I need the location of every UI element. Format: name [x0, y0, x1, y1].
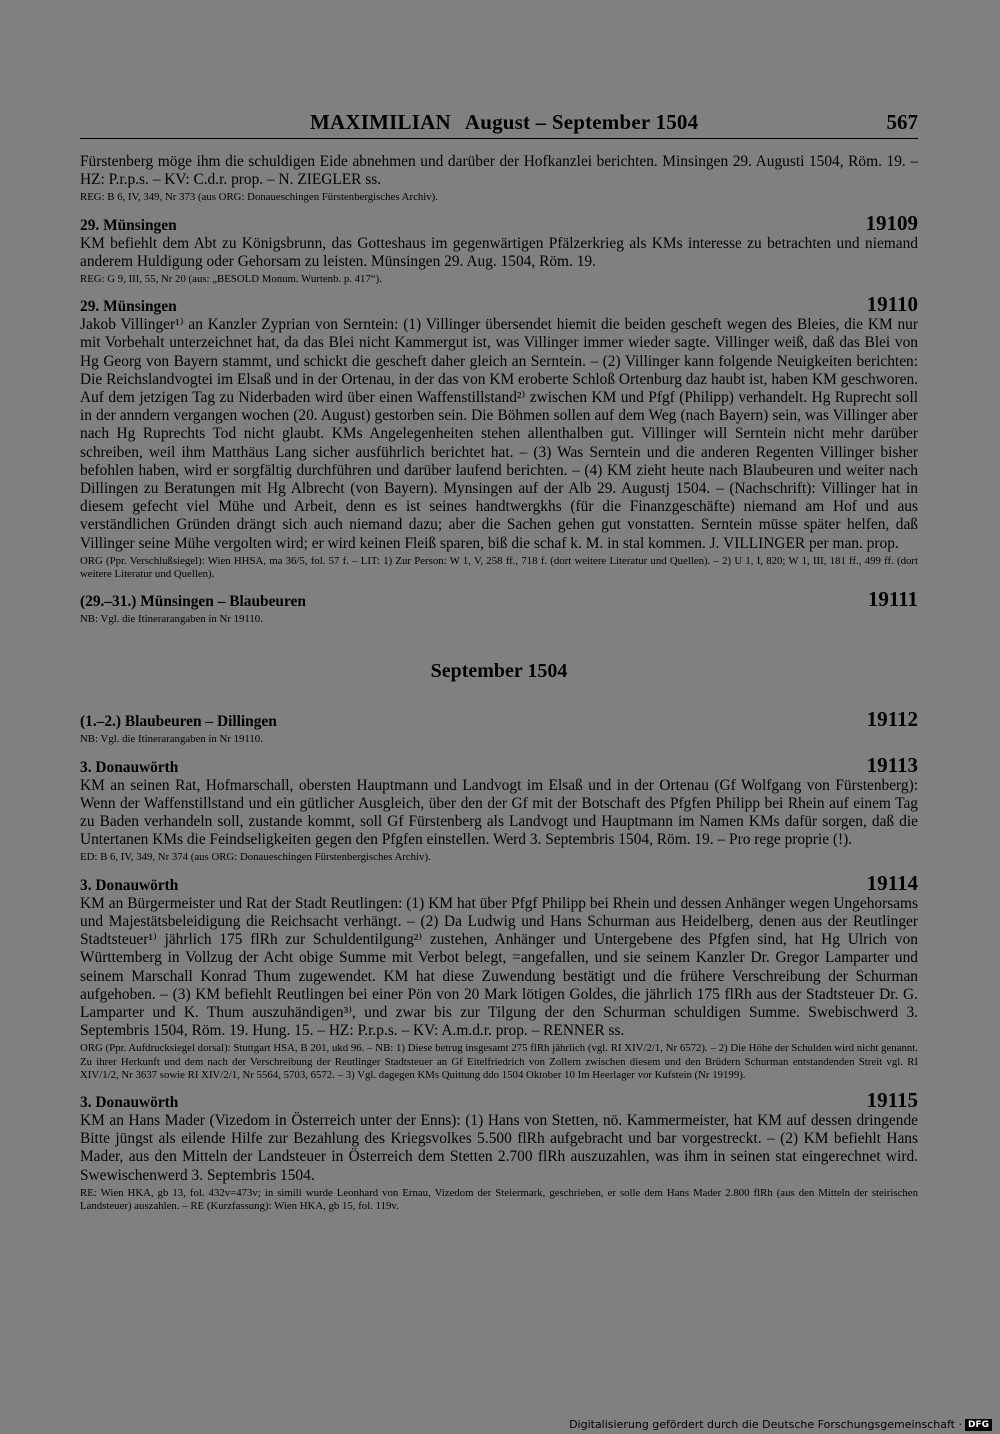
entry-number: 19113 [866, 752, 918, 777]
regest-entry [80, 589, 918, 626]
entry-text: Jakob Villinger¹⁾ an Kanzler Zyprian von Serntein: (1) Villinger übersendet hiemit die beiden gescheft wegen des Bleies, die KM nur mit Vorbehalt unterzeichnet hat, da das Blei nicht Kammergut ist, was Villinger immer wieder sagte. Villinger weiß, daß das Blei von Hg Georg von Bayern stammt, und schickt die gescheft daher gleich an Serntein. – (2) Villinger kann folgende Neuigkeiten berichten: Die Reichslandvogtei im Elsaß und in der Ortenau, in der das von KM eroberte Schloß Ortenburg daz haubt ist, haben KM geschworen. Auf dem jetzigen Tag zu Niderbaden wird über einen Waffenstillstand²⁾ zwischen KM und Pfgf (Philipp) verhandelt. Hg Ruprecht soll in der anndern vergangen wochen (20. August) gestorben sein. Die Böhmen sollen auf dem Weg (nach Bayern) sein, was Villinger aber nach Hg Ruprechts Tod nicht glaubt. KMs Angelegenheiten stehen allenthalben gut. Villinger will Serntein nicht mehr darüber schreiben, weil ihm Matthäus Lang sicher ausführlich berichtet hat. – (3) Was Serntein und die anderen Regenten Villinger bisher befohlen haben, wird er sorgfältig durchführen und darüber laufend berichten. – (4) KM zieht heute nach Blaubeuren und weiter nach Dillingen zu Beratungen mit Hg Albrecht (von Bayern). Mynsingen auf der Alb 29. Augustj 1504. – (Nachschrift): Villinger hat in diesem gefecht viel Mühe und Arbeit, denn es ist seines handtwergkhs (für die Finanzgeschäfte) niemand am Hof und aus verständlichen Gründen drängt sich auch niemand dazu; aber die Sachen gehen gut vonstatten. Serntein müsse später helfen, daß Villinger seine Mühe vergolten wird; er wird keinen Fleiß sparen, biß die schaf k. M. in stal kommen. J. VILLINGER per man. prop. [80, 316, 918, 552]
header-subtitle: August – September 1504 [464, 110, 699, 134]
entry-text: KM an seinen Rat, Hofmarschall, obersten Hauptmann und Landvogt im Elsaß und in der Ortenau (Gf Wolfgang von Fürstenberg): Wenn der Waffenstillstand und ein gütlicher Ausgleich, über den der Gf mit der Botschaft des Pfgfen Philipp bei Rhein auf einem Tag zu Baden verhandeln soll, zustande kommt, soll Gf Fürstenberg als Landvogt und Hauptmann im Namen KMs dafür sorgen, daß die Untertanen KMs die Feindseligkeiten gegen den Pfgfen einstellen. Werd 3. Septembris 1504, Röm. 19. – Pro rege proprie (!). [80, 776, 918, 849]
regest-entry [80, 870, 918, 1082]
entry-reg-note: ED: B 6, IV, 349, Nr 374 (aus ORG: Donaueschingen Fürstenbergisches Archiv). [80, 851, 431, 864]
entry-date-place: 3. Donauwörth [80, 758, 179, 776]
entry-header [80, 294, 918, 316]
footer-credit [569, 1418, 992, 1431]
entry-date-place: 29. Münsingen [80, 298, 177, 316]
entry-text: KM an Hans Mader (Vizedom in Österreich unter der Enns): (1) Hans von Stetten, nö. Kammermeister, hat KM auf dessen dringende Bitte jüngst als eilende Hilfe zur Bezahlung des Kriegsvolkes 5.500 flRh aufgebracht und bar vorgestreckt. – (2) KM befiehlt Hans Mader, aus den Mitteln der Landsteuer in Österreich dem Stetten 2.700 flRh auszuzahlen, was ihm in seinen stat eingerechnet wird. Swewischenwerd 3. Septembris 1504. [80, 1111, 918, 1184]
entry-header [80, 589, 918, 611]
entry-number: 19109 [865, 210, 918, 235]
entry-reg-note: ORG (Ppr. Aufdrucksiegel dorsal): Stuttgart HSA, B 201, ukd 96. – NB: 1) Diese betrug insgesamt 275 flRh jährlich (vgl. RI XIV/2/1, Nr 6572). – 2) Die Höhe der Schulden wird nicht genannt. Zu ihrer Herkunft und dem nach der Verschreibung der Reutlinger Stadtsteuer an Gf Eitelfriedrich von Zollern zwischen diesem und den Brüdern Schurman entstandenden Streit vgl. RI XIV/1/2, Nr 3637 sowie RI XIV/2/1, Nr 5564, 5703, 6572. – 3) Vgl. dagegen KMs Quittung ddo 1504 Oktober 10 Im Heerlager vor Kufstein (Nr 19199). [80, 1042, 918, 1081]
opening-text: Fürstenberg möge ihm die schuldigen Eide abnehmen und darüber der Hofkanzlei berichten. Minsingen 29. Augusti 1504, Röm. 19. – HZ: P.r.p.s. – KV: C.d.r. prop. – N. ZIEGLER ss. [80, 153, 918, 189]
entry-reg-note: NB: Vgl. die Itinerarangaben in Nr 19110. [80, 733, 263, 746]
entry-header [80, 870, 918, 895]
entry-header [80, 709, 918, 731]
regest-entry [80, 210, 918, 287]
regest-entry [80, 752, 918, 865]
entry-date-place: (29.–31.) Münsingen – Blaubeuren [80, 593, 306, 611]
entry-reg-note: NB: Vgl. die Itinerarangaben in Nr 19110. [80, 613, 263, 626]
running-title [310, 110, 698, 135]
entry-header [80, 752, 918, 777]
september-entries [80, 709, 918, 1213]
entry-reg-note: ORG (Ppr. Verschlußsiegel): Wien HHSA, ma 36/5, fol. 57 f. – LIT: 1) Zur Person: W 1, V, 258 ff., 718 f. (dort weitere Literatur und Quellen). – 2) U 1, I, 820; W 1, III, 181 ff., 499 ff. (dort weitere Literatur und Quellen). [80, 554, 918, 581]
entry-text: KM an Bürgermeister und Rat der Stadt Reutlingen: (1) KM hat über Pfgf Philipp bei Rhein und dessen Anhänger wegen Ungehorsams und Majestätsbeleidigung die Reichsacht verhängt. – (2) Da Ludwig und Hans Schurman aus Heidelberg, denen aus der Reutlinger Stadtsteuer¹⁾ jährlich 175 flRh zur Schuldentilgung²⁾ zustehen, Anhänger und Untergebene des Pfgfen sind, hat Hg Ulrich von Württemberg in Vollzug der Acht obige Summe mit Verbot belegt, =angefallen, und sie seinem Kanzler Dr. Gregor Lamparter und seinem Marschall Konrad Thum zugewendet. KM hat diese Zuwendung bestätigt und die frühere Verschreibung der Schurman aufgehoben. – (3) KM befiehlt Reutlingen bei einer Pön von 20 Mark lötigen Goldes, die jährlich 175 flRh aus der Stadtsteuer Dr. G. Lamparter und K. Thum auszuhändigen³⁾, und zwar bis zur Tilgung der den Schurman schuldigen Summe. Swebischwerd 3. Septembris 1504, Röm. 19. Hung. 15. – HZ: P.r.p.s. – KV: A.m.d.r. prop. – RENNER ss. [80, 894, 918, 1040]
entry-date-place: 29. Münsingen [80, 216, 177, 234]
document-page [80, 108, 918, 1213]
entry-header [80, 1087, 918, 1112]
entry-number: 19110 [866, 292, 918, 317]
entry-number: 19115 [866, 1087, 918, 1112]
header-title: MAXIMILIAN [310, 110, 451, 134]
page-header [80, 108, 918, 139]
opening-block [80, 153, 918, 205]
august-entries [80, 210, 918, 627]
entry-number: 19112 [866, 707, 918, 732]
opening-reg: REG: B 6, IV, 349, Nr 373 (aus ORG: Donaueschingen Fürstenbergisches Archiv). [80, 191, 438, 204]
entry-number: 19111 [867, 587, 918, 612]
footer-text: Digitalisierung gefördert durch die Deutsche Forschungsgemeinschaft · [569, 1418, 962, 1431]
entry-header [80, 210, 918, 235]
regest-entry [80, 294, 918, 581]
entry-text: KM befiehlt dem Abt zu Königsbrunn, das Gotteshaus im gegenwärtigen Pfälzerkrieg als KMs interesse zu betrachten und niemand anderem Huldigung oder Gehorsam zu leisten. Münsingen 29. Aug. 1504, Röm. 19. [80, 234, 918, 270]
entry-date-place: (1.–2.) Blaubeuren – Dillingen [80, 713, 277, 731]
page-number: 567 [886, 110, 918, 134]
entry-reg-note: REG: G 9, III, 55, Nr 20 (aus: „BESOLD Monum. Wurtenb. p. 417“). [80, 273, 382, 286]
entry-reg-note: RE: Wien HKA, gb 13, fol. 432v=473v; in simili wurde Leonhard von Ernau, Vizedom der Steiermark, geschrieben, er solle dem Hans Mader 2.800 flRh (aus den Mitteln der steirischen Landsteuer) auszahlen. – RE (Kurzfassung): Wien HKA, gb 15, fol. 119v. [80, 1186, 918, 1212]
entry-number: 19114 [866, 870, 918, 895]
entry-date-place: 3. Donauwörth [80, 1093, 179, 1111]
month-heading: September 1504 [430, 660, 568, 683]
dfg-logo: DFG [965, 1419, 992, 1431]
regest-entry [80, 709, 918, 746]
entry-date-place: 3. Donauwörth [80, 876, 179, 894]
regest-entry [80, 1087, 918, 1213]
